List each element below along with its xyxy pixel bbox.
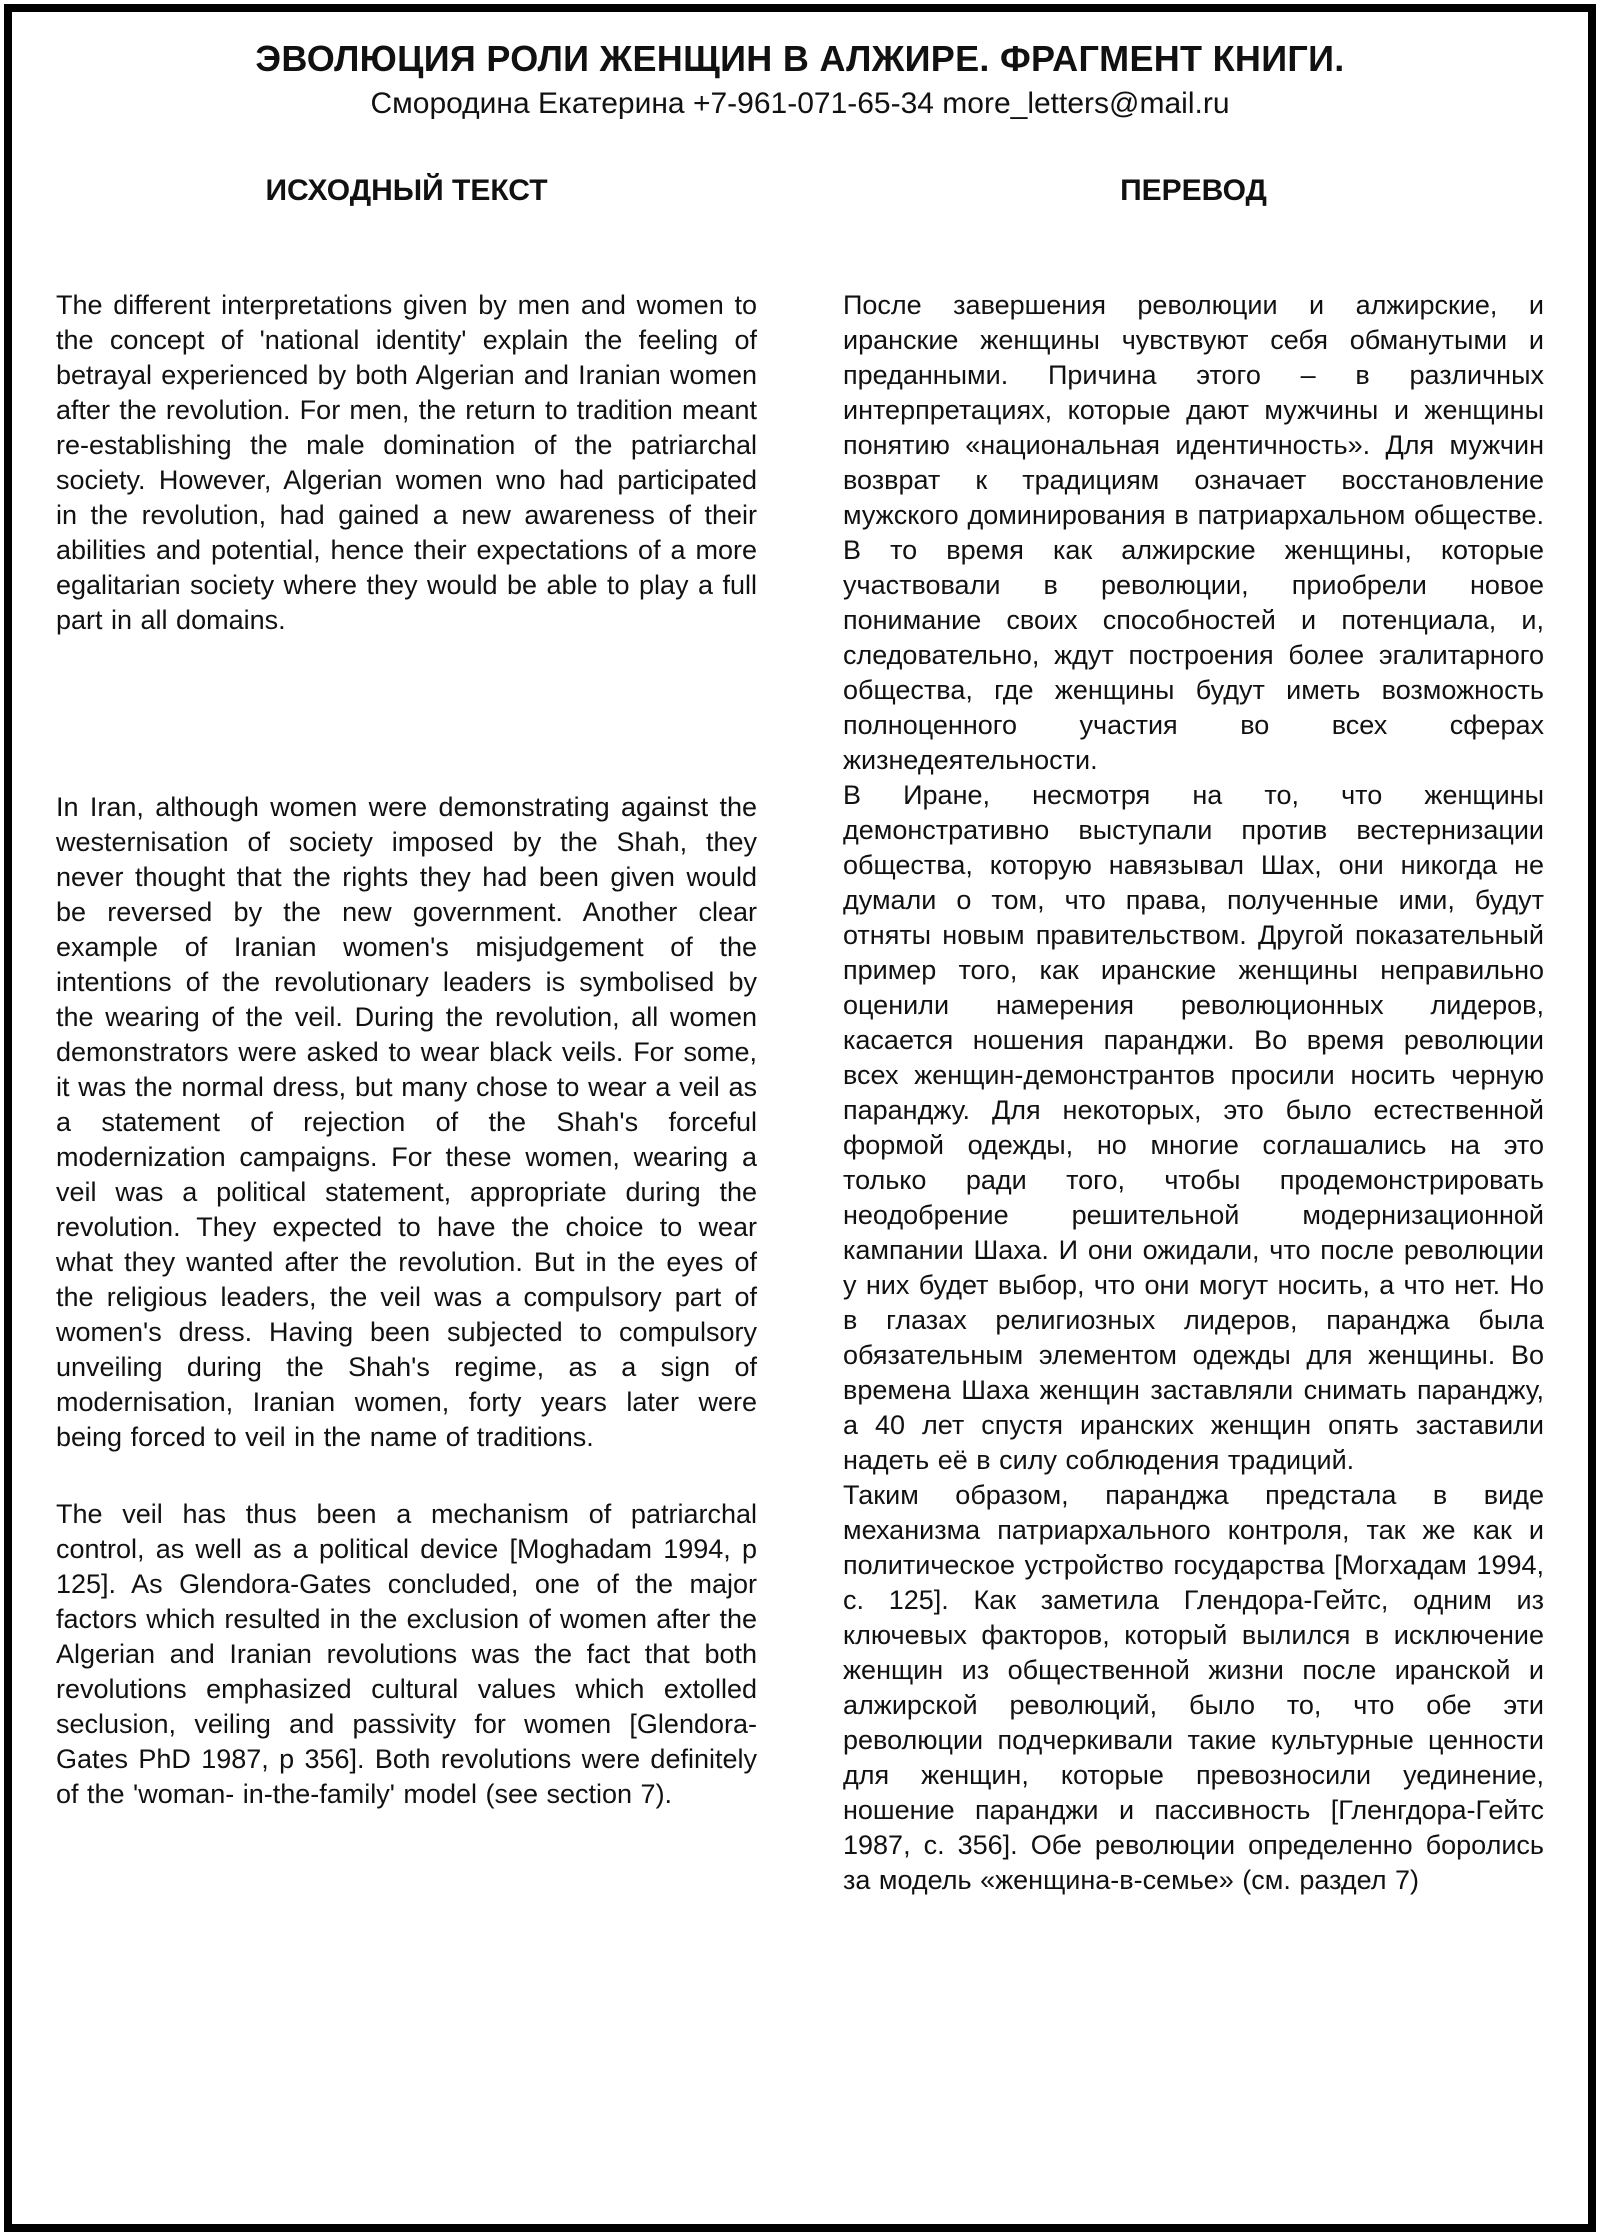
document-body (56, 288, 1544, 1898)
translation-paragraph: После завершения революции и алжирские, и иранские женщины чувствуют себя обманутыми и преданными. Причина этого – в различных интерпретациях, которые дают мужчины и женщины понятию «национальная идентичность». Для мужчин возврат к традициям означает восстановление мужского доминирования в патриархальном обществе. В то время как алжирские женщины, которые участвовали в революции, приобрели новое понимание своих способностей и потенциала, и, следовательно, ждут построения более эгалитарного общества, где женщины будут иметь возможность полноценного участия во всех сферах жизнедеятельности. (843, 289, 1544, 775)
source-paragraph: In Iran, although women were demonstrating against the westernisation of society imposed by the Shah, they never thought that the rights they had been given would be reversed by the new government. Another clear example of Iranian women's misjudgement of the intentions of the revolutionary leaders is symbolised by the wearing of the veil. During the revolution, all women demonstrators were asked to wear black veils. For some, it was the normal dress, but many chose to wear a veil as a statement of rejection of the Shah's forceful modernization campaigns. For these women, wearing a veil was a political statement, appropriate during the revolution. They expected to have the choice to wear what they wanted after the revolution. But in the eyes of the religious leaders, the veil was a compulsory part of women's dress. Having been subjected to compulsory unveiling during the Shah's regime, as a sign of modernisation, Iranian women, forty years later were being forced to veil in the name of traditions. (56, 791, 757, 1452)
translation-paragraph: В Иране, несмотря на то, что женщины демонстративно выступали против вестернизации общества, которую навязывал Шах, они никогда не думали о том, что права, полученные ими, будут отняты новым правительством. Другой показательный пример того, как иранские женщины неправильно оценили намерения революционных лидеров, касается ношения паранджи. Во время революции всех женщин-демонстрантов просили носить черную паранджу. Для некоторых, это было естественной формой одежды, но многие соглашались на это только ради того, чтобы продемонстрировать неодобрение решительной модернизационной кампании Шаха. И они ожидали, что после революции у них будет выбор, что они могут носить, а что нет. Но в глазах религиозных лидеров, паранджа была обязательным элементом одежды для женщины. Во времена Шаха женщин заставляли снимать паранджу, а 40 лет спустя иранских женщин опять заставили надеть её в силу соблюдения традиций. (843, 779, 1544, 1475)
author-contact-line: Смородина Екатерина +7-961-071-65-34 more_letters@mail.ru (370, 87, 1230, 121)
document-page (4, 4, 1596, 2232)
document-header (56, 38, 1544, 122)
translation-paragraph: Таким образом, паранджа предстала в виде механизма патриархального контроля, так же как и политическое устройство государства [Могхадам 1994, с. 125]. Как заметила Глендора-Гейтс, одним из ключевых факторов, который вылился в исключение женщин из общественной жизни после иранской и алжирской революций, было то, что обе эти революции подчеркивали такие культурные ценности для женщин, которые превозносили уединение, ношение паранджи и пассивность [Гленгдора-Гейтс 1987, с. 356]. Обе революции определенно боролись за модель «женщина-в-семье» (см. раздел 7) (843, 1479, 1544, 1895)
column-headers-row (56, 174, 1544, 208)
document-title: ЭВОЛЮЦИЯ РОЛИ ЖЕНЩИН В АЛЖИРЕ. ФРАГМЕНТ КНИГИ. (255, 38, 1345, 79)
source-paragraph: The different interpretations given by men and women to the concept of 'national identity' explain the feeling of betrayal experienced by both Algerian and Iranian women after the revolution. For men, the return to tradition meant re-establishing the male domination of the patriarchal society. However, Algerian women wno had participated in the revolution, had gained a new awareness of their abilities and potential, hence their expectations of a more egalitarian society where they would be able to play a full part in all domains. (56, 289, 757, 635)
source-column-header: ИСХОДНЫЙ ТЕКСТ (265, 173, 548, 207)
source-paragraph: The veil has thus been a mechanism of patriarchal control, as well as a political device [Moghadam 1994, p 125]. As Glendora-Gates concluded, one of the major factors which resulted in the exclusion of women after the Algerian and Iranian revolutions was the fact that both revolutions emphasized cultural values which extolled seclusion, veiling and passivity for women [Glendora-Gates PhD 1987, p 356]. Both revolutions were definitely of the 'woman- in-the-family' model (see section 7). (56, 1498, 757, 1809)
translation-column-header: ПЕРЕВОД (1120, 173, 1267, 207)
translation-column (843, 288, 1544, 1898)
source-column (56, 288, 757, 1898)
